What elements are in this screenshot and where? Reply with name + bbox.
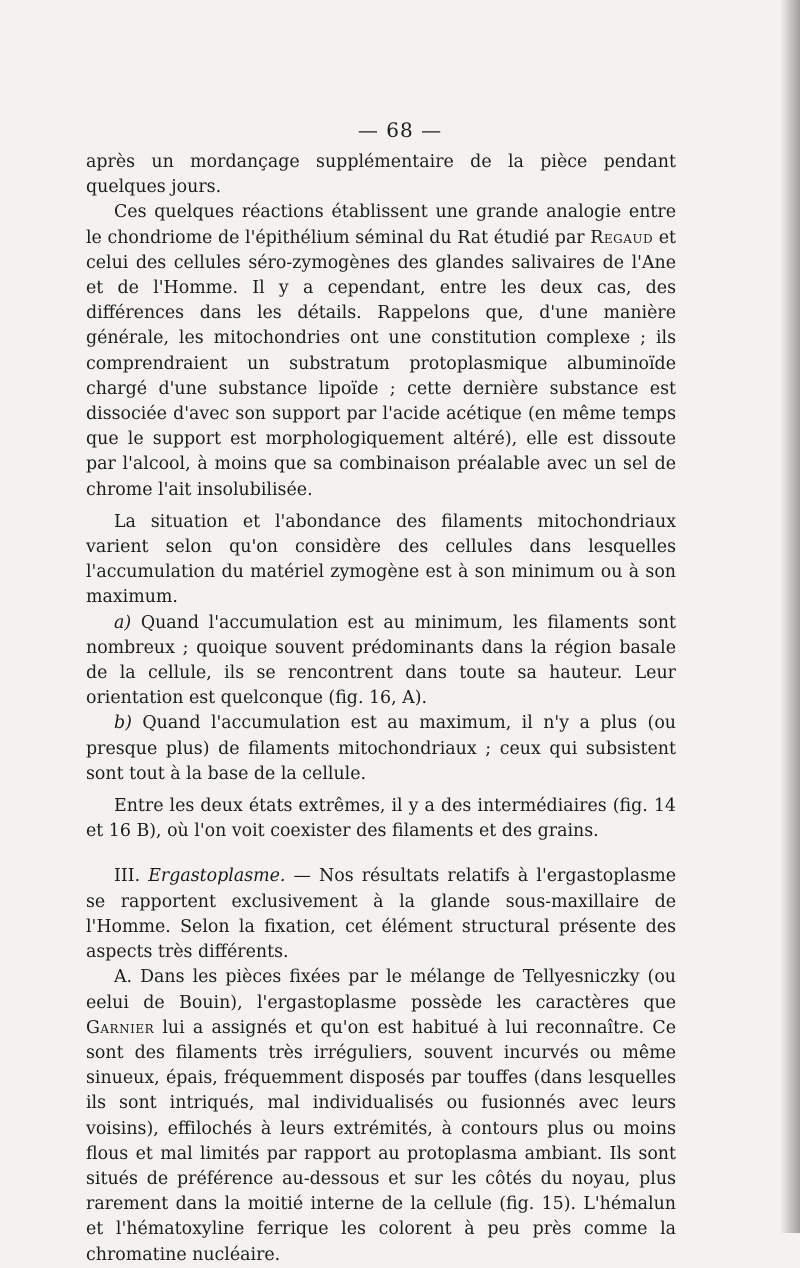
paragraph-text: après un mordançage supplémentaire de la pièce pendant quelques jours.	[86, 152, 676, 198]
section-ergastoplasme	[86, 864, 676, 965]
paragraph-text: lui a assignés et qu'on est habitué à lui reconnaître. Ce sont des filaments très irréguliers, souvent incurvés ou même sinueux, épais, fréquemment disposés par touffes (dans lesquelles ils sont intriqués, mal individualisés ou fusionnés avec leurs voisins), effilochés à leurs extrémités, à contours plus ou moins flous et mal limités par rapport au protoplasma ambiant. Ils sont situés de préférence au-dessous et sur les côtés du noyau, plus rarement dans la moitié interne de la cellule (fig. 15). L'hémalun et l'hématoxyline ferrique les colorent à peu près comme la chromatine nucléaire.	[86, 1017, 676, 1265]
paragraph-text: et celui des cellules séro-zymogènes des glandes salivaires de l'Ane et de l'Homme. Il y a cependant, entre les deux cas, des différences dans les détails. Rappelons que, d'une manière générale, les mitochondries ont une constitution complexe ; ils comprendraient un substratum protoplasmique albuminoïde chargé d'une substance lipoïde ; cette dernière substance est dissociée d'avec son support par l'acide acétique (en même temps que le support est morphologiquement altéré), elle est dissoute par l'alcool, à moins que sa combinaison préalable avec un sel de chrome l'ait insolubilisée.	[86, 227, 676, 500]
paragraph-text: Entre les deux états extrêmes, il y a des intermédiaires (fig. 14 et 16 B), où l'on voit coexister des filaments et des grains.	[86, 796, 676, 842]
paragraph-case-b	[86, 711, 676, 787]
page-edge-shadow	[780, 0, 800, 1233]
paragraph-continuation	[86, 150, 676, 200]
section-title: Ergastoplasme.	[148, 866, 286, 887]
paragraph-text: Quand l'accumulation est au minimum, les filaments sont nombreux ; quoique souvent prédominants dans la région basale de la cellule, ils se rencontrent dans toute sa hauteur. Leur orientation est quelconque (fig. 16, A).	[86, 612, 676, 709]
paragraph-text: Quand l'accumulation est au maximum, il n'y a plus (ou presque plus) de filaments mitochondriaux ; ceux qui subsistent sont tout à la base de la cellule.	[86, 713, 676, 784]
paragraph-text: Ces quelques réactions établissent une grande analogie entre le chondriome de l'épithélium séminal du Rat étudié par	[86, 202, 676, 248]
page-number: — 68 —	[357, 118, 443, 142]
paragraph-situation	[86, 510, 676, 611]
list-label: a)	[114, 612, 132, 633]
author-name: Regaud	[590, 227, 654, 248]
section-number: III.	[114, 866, 149, 887]
paragraph-fixation-a	[86, 965, 676, 1267]
paragraph-text: La situation et l'abondance des filaments mitochondriaux varient selon qu'on considère des cellules dans lesquelles l'accumulation du matériel zymogène est à son minimum ou à son maximum.	[86, 511, 676, 608]
paragraph-intermediate	[86, 794, 676, 844]
paragraph-case-a	[86, 611, 676, 712]
paragraph-text: — Nos résultats relatifs à l'ergastoplasme se rapportent exclusivement à la glande sous-maxillaire de l'Homme. Selon la fixation, cet élément structural présente des aspects très différents.	[86, 866, 676, 963]
paragraph-chondriome	[86, 200, 676, 502]
list-label: b)	[114, 713, 132, 734]
author-name: Garnier	[86, 1017, 155, 1038]
body-text	[86, 150, 676, 1268]
paragraph-text: A. Dans les pièces fixées par le mélange de Tellyesniczky (ou eelui de Bouin), l'ergastoplasme possède les caractères que	[86, 967, 676, 1013]
